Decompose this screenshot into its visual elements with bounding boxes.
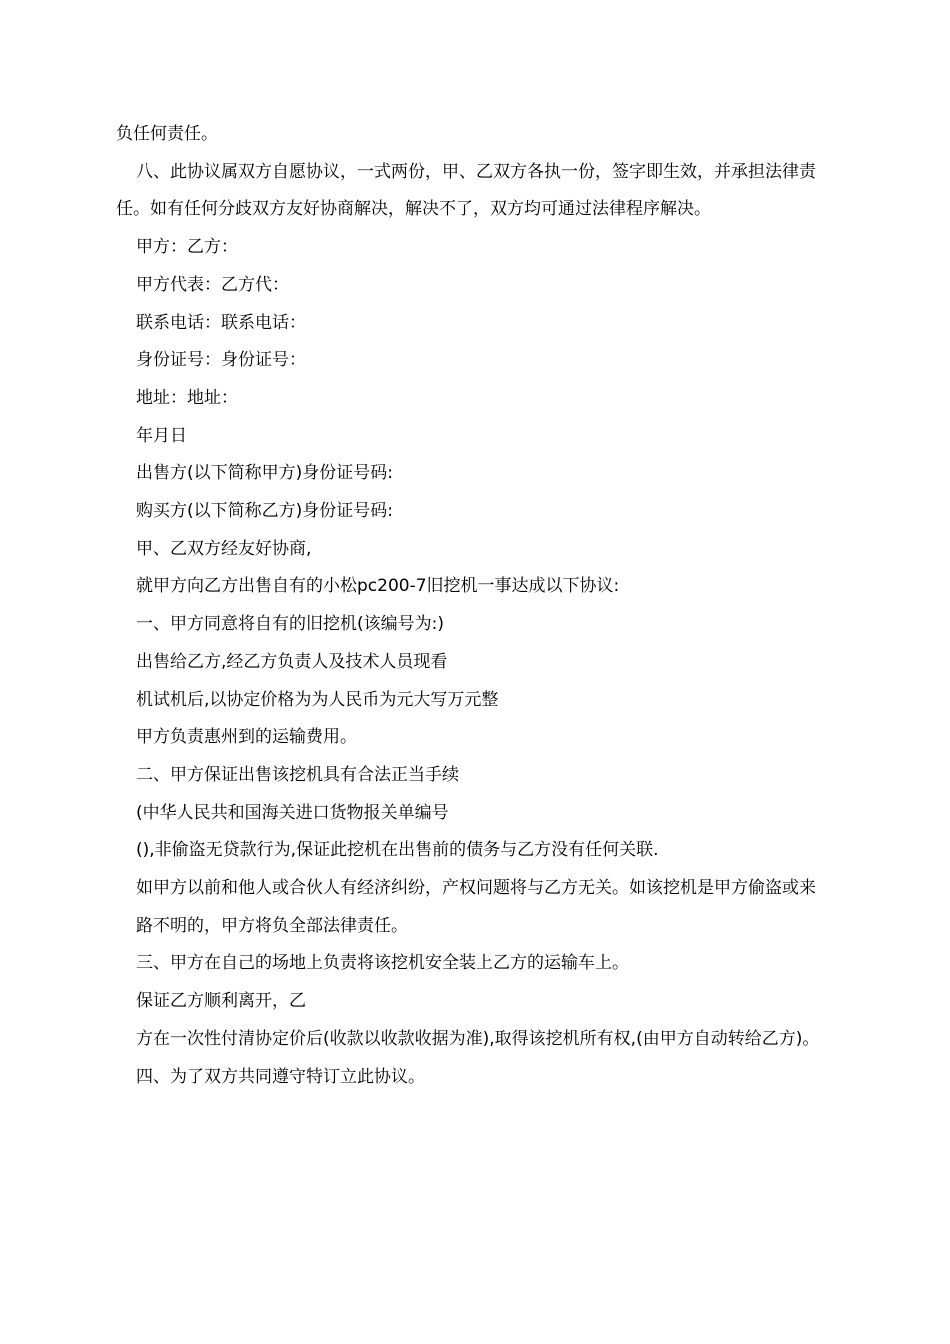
signature-line-party: 甲方：乙方： bbox=[136, 237, 238, 258]
clause-heading: 四、为了双方共同遵守特订立此协议。 bbox=[136, 1066, 425, 1087]
paragraph: (中华人民共和国海关进口货物报关单编号 bbox=[136, 802, 449, 823]
signature-line-date: 年月日 bbox=[136, 425, 187, 446]
paragraph: 机试机后,以协定价格为为人民币为元大写万元整 bbox=[136, 689, 499, 710]
signature-line-address: 地址：地址： bbox=[136, 387, 238, 408]
clause-heading: 二、甲方保证出售该挖机具有合法正当手续 bbox=[136, 764, 459, 785]
signature-line-id: 身份证号：身份证号： bbox=[136, 350, 306, 371]
document-body bbox=[116, 116, 838, 1096]
signature-line-representative: 甲方代表：乙方代： bbox=[136, 274, 289, 295]
clause-heading: 一、甲方同意将自有的旧挖机(该编号为:) bbox=[136, 614, 444, 635]
paragraph: 方在一次性付清协定价后(收款以收款收据为准),取得该挖机所有权,(由甲方自动转给乙方)。 bbox=[136, 1028, 820, 1049]
clause-heading: 三、甲方在自己的场地上负责将该挖机安全装上乙方的运输车上。 bbox=[136, 953, 629, 974]
paragraph: 甲、乙双方经友好协商, bbox=[136, 538, 312, 559]
paragraph: 出售给乙方,经乙方负责人及技术人员现看 bbox=[136, 651, 448, 672]
paragraph: 甲方负责惠州到的运输费用。 bbox=[136, 727, 357, 748]
paragraph: 路不明的，甲方将负全部法律责任。 bbox=[136, 915, 408, 936]
paragraph: 购买方(以下简称乙方)身份证号码: bbox=[136, 501, 393, 522]
paragraph: 如甲方以前和他人或合伙人有经济纠纷，产权问题将与乙方无关。如该挖机是甲方偷盗或来 bbox=[136, 878, 816, 899]
paragraph: 负任何责任。 bbox=[116, 124, 218, 144]
paragraph: (),非偷盗无贷款行为,保证此挖机在出售前的债务与乙方没有任何关联. bbox=[136, 840, 659, 861]
paragraph: 保证乙方顺利离开，乙 bbox=[136, 991, 306, 1012]
signature-line-phone: 联系电话：联系电话： bbox=[136, 312, 306, 333]
paragraph: 出售方(以下简称甲方)身份证号码: bbox=[136, 463, 393, 484]
paragraph: 八、此协议属双方自愿协议，一式两份，甲、乙双方各执一份，签字即生效，并承担法律责任。如有任何分歧双方友好协商解决，解决不了，双方均可通过法律程序解决。 bbox=[116, 161, 816, 220]
paragraph: 就甲方向乙方出售自有的小松pc200-7旧挖机一事达成以下协议: bbox=[136, 576, 620, 597]
